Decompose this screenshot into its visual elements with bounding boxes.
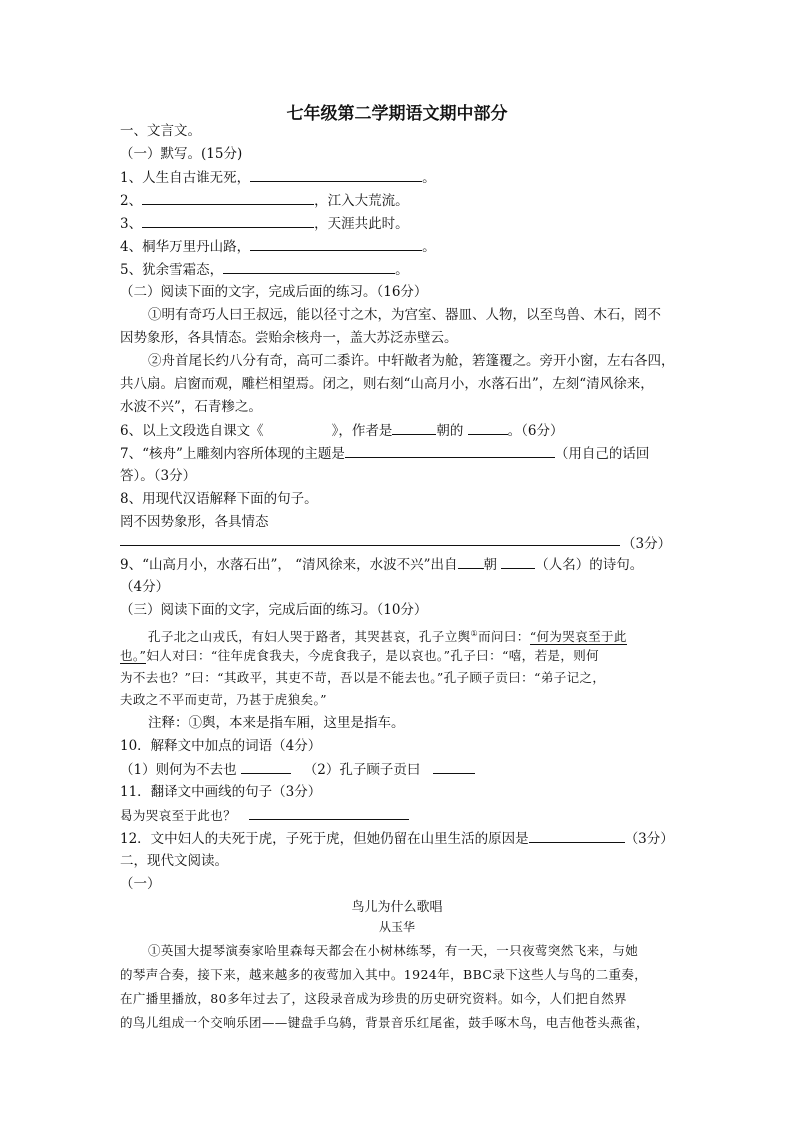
- passage-line: 共八扇。启窗而观，雕栏相望焉。闭之，则右刻“山高月小，水落石出”，左刻“清风徐来，: [120, 376, 654, 392]
- question-1: 1、人生自古谁无死， 。: [120, 170, 436, 186]
- question-4: 4、桐华万里丹山路， 。: [120, 239, 436, 255]
- article-line: ①英国大提琴演奏家哈里森每天都会在小树林练琴，有一天，一只夜莺突然飞来，与她: [148, 943, 639, 958]
- question-7: 7、“核舟”上雕刻内容所体现的主题是 （用自己的话回: [120, 446, 650, 462]
- answer-blank[interactable]: [345, 444, 555, 458]
- passage-line: ①明有奇巧人曰王叔远，能以径寸之木，为宫室、器皿、人物，以至鸟兽、木石，罔不: [148, 307, 661, 323]
- article-author: 从玉华: [378, 920, 415, 934]
- part-heading: （三）阅读下面的文字，完成后面的练习。（10分）: [120, 602, 428, 618]
- answer-blank[interactable]: [433, 760, 475, 774]
- question-12: 12．文中妇人的夫死于虎，子死于虎，但她仍留在山里生活的原因是 （3分）: [120, 831, 674, 847]
- question-11-sentence: 曷为哭哀至于此也？: [120, 806, 409, 825]
- passage-line: 水波不兴”，石青糁之。: [120, 399, 262, 415]
- part-heading: （一）: [120, 876, 161, 892]
- question-3: 3、 ，天涯共此时。: [120, 216, 409, 232]
- passage-line: 因势象形，各具情态。尝贻余核舟一，盖大苏泛赤壁云。: [120, 330, 458, 346]
- answer-blank[interactable]: [529, 829, 625, 843]
- answer-blank[interactable]: [458, 555, 484, 569]
- page-title: 七年级第二学期语文期中部分: [286, 104, 508, 124]
- classical-text-line: 夫政之不平而吏苛，乃甚于虎狼矣。”: [120, 692, 327, 707]
- section-heading: 二，现代文阅读。: [120, 853, 228, 869]
- classical-text-line: 也。”妇人对曰：“往年虎食我夫，今虎食我子，是以哀也。”孔子曰：“嘻，若是，则何: [120, 648, 600, 663]
- article-title: 鸟儿为什么歌唱: [351, 900, 443, 915]
- answer-blank[interactable]: [501, 555, 535, 569]
- question-6: 6、以上文段选自课文《 》，作者是 朝的 。（6分）: [120, 423, 564, 439]
- question-7-cont: 答）。（3分）: [120, 468, 197, 484]
- answer-blank[interactable]: [250, 168, 422, 182]
- question-8-sentence: 罔不因势象形，各具情态: [120, 514, 269, 530]
- question-5: 5、犹余雪霜态， 。: [120, 262, 409, 278]
- answer-blank[interactable]: [468, 421, 508, 435]
- question-10-items: （1）则何为不去也 （2）孔子顾子贡曰: [120, 760, 475, 779]
- answer-blank[interactable]: [249, 806, 409, 820]
- classical-text-line: 为不去也？”曰：“其政平，其吏不苛，吾以是不能去也。”孔子顾子贡曰：“弟子记之，: [120, 670, 606, 685]
- part-heading: （一）默写。(15分): [120, 146, 243, 162]
- question-10: 10．解释文中加点的词语（4分）: [120, 738, 322, 754]
- answer-line[interactable]: [120, 545, 620, 546]
- article-line: 的鸟儿组成一个交响乐团——键盘手乌鸫，背景音乐红尾雀，鼓手啄木鸟，电吉他苍头燕雀，: [120, 1015, 649, 1030]
- score-note: （3分）: [622, 536, 672, 552]
- answer-blank[interactable]: [142, 214, 314, 228]
- question-9-cont: （4分）: [120, 579, 170, 595]
- classical-text-line: 孔子北之山戎氏，有妇人哭于路者，其哭甚哀，孔子立舆①而问曰：“何为哭哀至于此: [148, 629, 627, 645]
- section-heading: 一、文言文。: [120, 123, 201, 139]
- question-2: 2、 ，江入大荒流。: [120, 193, 409, 209]
- question-9: 9、“山高月小，水落石出”， “清风徐来，水波不兴”出自 朝 （人名）的诗句。: [120, 557, 644, 573]
- article-line: 在广播里播放，80多年过去了，这段录音成为珍贵的历史研究资料。如今，人们把自然界: [120, 991, 627, 1006]
- annotation-note: 注释：①舆，本来是指车厢，这里是指车。: [148, 715, 405, 731]
- answer-blank[interactable]: [241, 760, 291, 774]
- question-11: 11．翻译文中画线的句子（3分）: [120, 784, 322, 800]
- answer-blank[interactable]: [223, 260, 395, 274]
- question-8: 8、用现代汉语解释下面的句子。: [120, 491, 318, 507]
- answer-blank[interactable]: [250, 237, 422, 251]
- part-heading: （二）阅读下面的文字，完成后面的练习。（16分）: [120, 284, 428, 300]
- answer-blank[interactable]: [392, 421, 436, 435]
- article-line: 的琴声合奏，接下来，越来越多的夜莺加入其中。1924年，BBC录下这些人与鸟的二重奏，: [120, 967, 648, 982]
- passage-line: ②舟首尾长约八分有奇，高可二黍许。中轩敞者为舱，箬篷覆之。旁开小窗，左右各四，: [148, 353, 675, 369]
- answer-blank[interactable]: [142, 191, 314, 205]
